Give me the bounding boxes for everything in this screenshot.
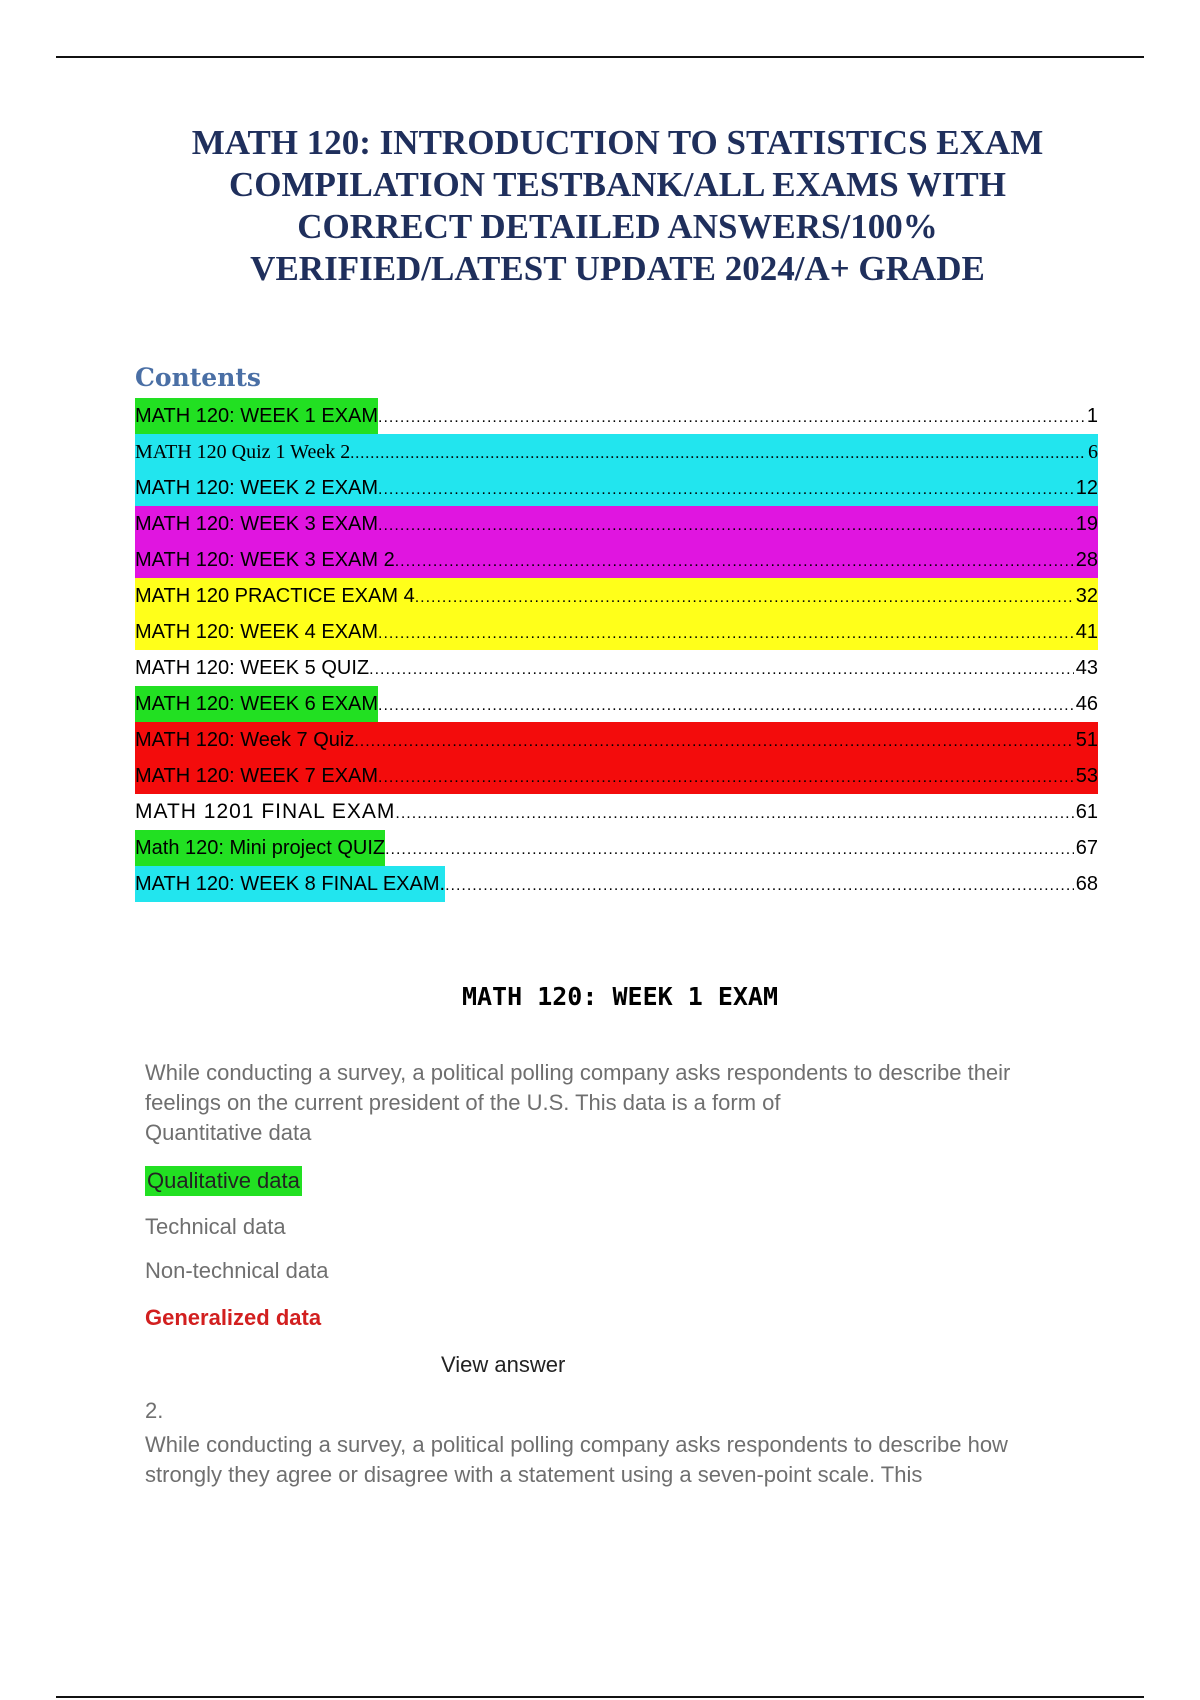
toc-item-label: MATH 120 PRACTICE EXAM 4 bbox=[135, 585, 415, 607]
toc-item-week-7-quiz[interactable] bbox=[135, 722, 1098, 758]
view-answer-link[interactable]: View answer bbox=[441, 1352, 566, 1377]
toc-item-label: Math 120: Mini project QUIZ bbox=[135, 830, 385, 866]
answer-option: Non-technical data bbox=[145, 1258, 329, 1283]
toc-item-page: 41 bbox=[1075, 621, 1098, 643]
toc-item-page: 61 bbox=[1075, 801, 1098, 823]
toc-leader-dots bbox=[385, 832, 1074, 866]
question-1-text bbox=[145, 1058, 1085, 1148]
section-title: MATH 120: WEEK 1 EXAM bbox=[461, 982, 779, 1011]
toc-item-page: 67 bbox=[1075, 837, 1098, 859]
toc-item-week-3-exam-2[interactable] bbox=[135, 542, 1098, 578]
toc-item-page: 51 bbox=[1075, 729, 1098, 751]
toc-item-page: 1 bbox=[1086, 405, 1098, 427]
toc-leader-dots bbox=[369, 652, 1074, 686]
toc-item-label: MATH 120: WEEK 2 EXAM bbox=[135, 477, 379, 499]
toc-item-page: 46 bbox=[1075, 693, 1098, 715]
toc-item-page: 28 bbox=[1075, 549, 1098, 571]
question-1-stem: While conducting a survey, a political polling company asks respondents to describe their feelings on the current president of the U.S. This data is a form of bbox=[145, 1060, 1011, 1115]
toc-leader-dots bbox=[378, 760, 1074, 794]
toc-leader-dots bbox=[354, 724, 1073, 758]
toc-item-page: 43 bbox=[1075, 657, 1098, 679]
toc-item-label: MATH 120: Week 7 Quiz bbox=[135, 729, 355, 751]
toc-item-week-6-exam[interactable] bbox=[135, 686, 1098, 722]
toc-item-page: 53 bbox=[1075, 765, 1098, 787]
toc-item-label: MATH 120: WEEK 3 EXAM bbox=[135, 513, 379, 535]
question-2-text: While conducting a survey, a political polling company asks respondents to describe how strongly they agree or disagree with a statement using a seven-point scale. This bbox=[145, 1432, 1008, 1487]
toc-item-week-3-exam[interactable] bbox=[135, 506, 1098, 542]
toc-item-week-4-exam[interactable] bbox=[135, 614, 1098, 650]
answer-option: Technical data bbox=[145, 1214, 286, 1239]
question-2-number: 2. bbox=[145, 1398, 164, 1423]
toc-item-quiz-1-week-2[interactable] bbox=[135, 434, 1098, 470]
toc-item-week-5-quiz[interactable] bbox=[135, 650, 1098, 686]
toc-item-label: MATH 120: WEEK 8 FINAL EXAM. bbox=[135, 866, 445, 902]
toc-item-week-1-exam[interactable] bbox=[135, 398, 1098, 434]
toc-item-page: 32 bbox=[1075, 585, 1098, 607]
top-rule bbox=[56, 56, 1144, 58]
toc-item-mini-project-quiz[interactable] bbox=[135, 830, 1098, 866]
toc-leader-dots bbox=[415, 580, 1074, 614]
toc-item-week-7-exam[interactable] bbox=[135, 758, 1098, 794]
toc-item-1201-final-exam[interactable] bbox=[135, 794, 1098, 830]
toc-leader-dots bbox=[378, 472, 1074, 506]
toc-item-label: MATH 120: WEEK 4 EXAM bbox=[135, 621, 379, 643]
table-of-contents bbox=[135, 362, 1098, 902]
answer-option-correct: Qualitative data bbox=[145, 1166, 302, 1196]
answer-option: Quantitative data bbox=[145, 1120, 312, 1145]
toc-item-page: 68 bbox=[1075, 873, 1098, 895]
toc-leader-dots bbox=[378, 616, 1074, 650]
toc-item-page: 12 bbox=[1075, 477, 1098, 499]
toc-item-week-8-final-exam[interactable] bbox=[135, 866, 1098, 902]
toc-leader-dots bbox=[350, 436, 1086, 470]
toc-item-page: 6 bbox=[1088, 441, 1098, 463]
toc-leader-dots bbox=[395, 796, 1073, 830]
toc-leader-dots bbox=[378, 688, 1074, 722]
toc-item-label: MATH 120: WEEK 6 EXAM bbox=[135, 686, 378, 722]
toc-item-week-2-exam[interactable] bbox=[135, 470, 1098, 506]
toc-leader-dots bbox=[395, 544, 1074, 578]
toc-item-label: MATH 120 Quiz 1 Week 2 bbox=[135, 441, 351, 463]
toc-item-label: MATH 1201 FINAL EXAM bbox=[135, 800, 396, 823]
toc-leader-dots bbox=[378, 400, 1085, 434]
toc-item-label: MATH 120: WEEK 7 EXAM bbox=[135, 765, 379, 787]
bottom-rule bbox=[56, 1696, 1144, 1698]
toc-heading: Contents bbox=[135, 363, 262, 392]
answer-option-incorrect: Generalized data bbox=[145, 1305, 322, 1330]
toc-leader-dots bbox=[445, 868, 1074, 902]
toc-item-label: MATH 120: WEEK 1 EXAM bbox=[135, 398, 378, 434]
toc-item-label: MATH 120: WEEK 3 EXAM 2 bbox=[135, 549, 395, 571]
toc-item-page: 19 bbox=[1075, 513, 1098, 535]
document-title: MATH 120: INTRODUCTION TO STATISTICS EXAM COMPILATION TESTBANK/ALL EXAMS WITH CORRECT DETAILED ANSWERS/100% VERIFIED/LATEST UPDATE 2024/A+ GRADE bbox=[191, 123, 1044, 288]
toc-item-practice-exam-4[interactable] bbox=[135, 578, 1098, 614]
toc-item-label: MATH 120: WEEK 5 QUIZ bbox=[135, 657, 370, 679]
toc-leader-dots bbox=[378, 508, 1074, 542]
